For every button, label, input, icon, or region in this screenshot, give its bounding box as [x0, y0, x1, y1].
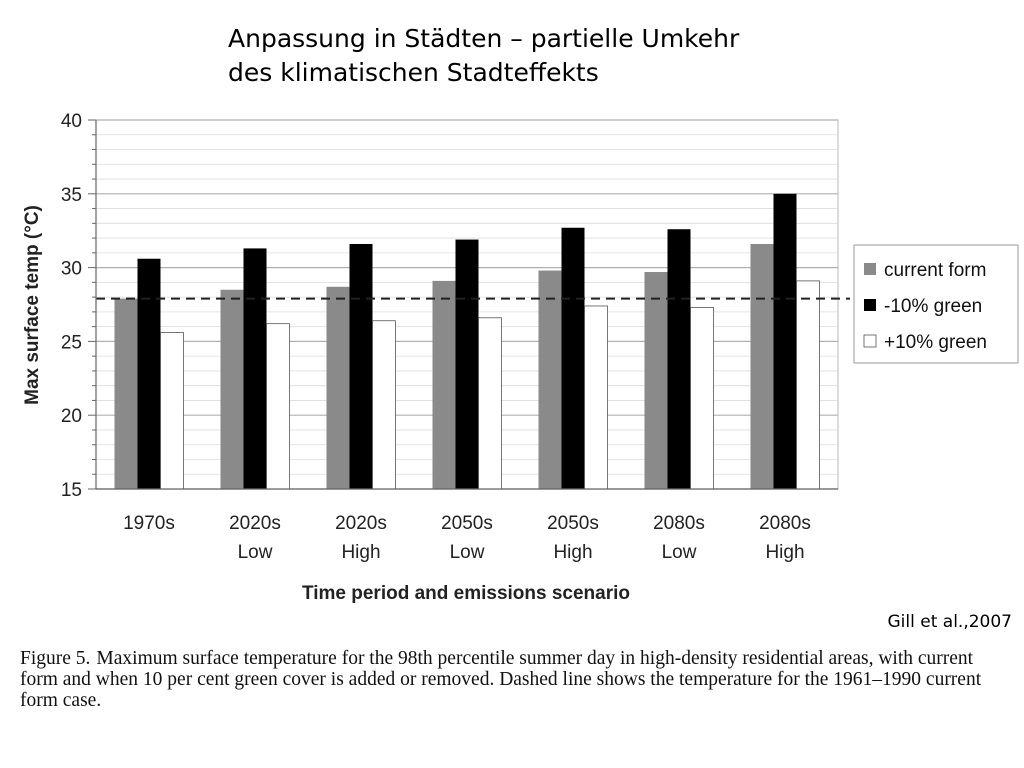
bar--10-green	[350, 244, 373, 489]
legend-label: -10% green	[884, 296, 983, 317]
figure-caption-label: Figure 5.	[20, 648, 91, 669]
slide-title-line1: Anpassung in Städten – partielle Umkehr	[228, 24, 740, 53]
x-tick-label: High	[553, 542, 593, 563]
bar--10-green	[161, 333, 184, 489]
figure-caption	[20, 648, 1010, 711]
bar--10-green	[456, 240, 479, 489]
y-tick-label: 20	[60, 406, 82, 428]
bar-current-form	[433, 281, 456, 489]
legend	[854, 245, 1018, 363]
bar-current-form	[221, 290, 244, 489]
x-tick-label: 2050s	[547, 513, 599, 534]
legend-label: +10% green	[884, 332, 987, 353]
x-tick-label: 2020s	[229, 513, 281, 534]
bar-current-form	[115, 299, 138, 489]
x-tick-label: Low	[449, 542, 485, 563]
bar--10-green	[244, 248, 267, 489]
x-tick-label: 2080s	[653, 513, 705, 534]
bar-chart	[0, 100, 1024, 610]
bar-current-form	[645, 272, 668, 489]
x-axis-label: Time period and emissions scenario	[301, 583, 631, 604]
x-tick-label: Low	[237, 542, 273, 563]
y-tick-label: 40	[60, 111, 82, 132]
x-tick-label: 1970s	[123, 513, 175, 534]
bar-current-form	[539, 271, 562, 489]
y-axis-label: Max surface temp (°C)	[22, 205, 43, 405]
bar--10-green	[138, 259, 161, 489]
y-tick-label: 35	[60, 184, 82, 206]
bar--10-green	[774, 194, 797, 489]
y-tick-label: 30	[60, 258, 82, 280]
bar--10-green	[373, 321, 396, 489]
source-credit: Gill et al.,2007	[887, 612, 1012, 632]
y-tick-label: 15	[60, 480, 82, 501]
bar--10-green	[585, 306, 608, 489]
slide-title	[228, 22, 739, 90]
figure-caption-text: Maximum surface temperature for the 98th percentile summer day in high-density residential areas, with current form and when 10 per cent green cover is added or removed. Dashed line shows the temperature for the 1961–1990 current form case.	[20, 648, 982, 711]
bar--10-green	[691, 307, 714, 489]
bar--10-green	[267, 324, 290, 489]
bar--10-green	[797, 281, 820, 489]
bar--10-green	[562, 228, 585, 489]
legend-swatch	[864, 335, 876, 347]
x-tick-label: Low	[661, 542, 697, 563]
legend-swatch	[864, 263, 876, 275]
legend-label: current form	[884, 260, 987, 281]
legend-swatch	[864, 299, 876, 311]
bar-current-form	[751, 244, 774, 489]
y-tick-label: 25	[60, 332, 82, 354]
bar-current-form	[327, 287, 350, 489]
x-tick-label: High	[341, 542, 381, 563]
x-tick-label: 2050s	[441, 513, 493, 534]
bar--10-green	[668, 229, 691, 489]
slide-title-line2: des klimatischen Stadteffekts	[228, 58, 599, 87]
x-tick-label: 2020s	[335, 513, 387, 534]
x-tick-label: 2080s	[759, 513, 811, 534]
bar--10-green	[479, 318, 502, 489]
x-tick-label: High	[765, 542, 805, 563]
